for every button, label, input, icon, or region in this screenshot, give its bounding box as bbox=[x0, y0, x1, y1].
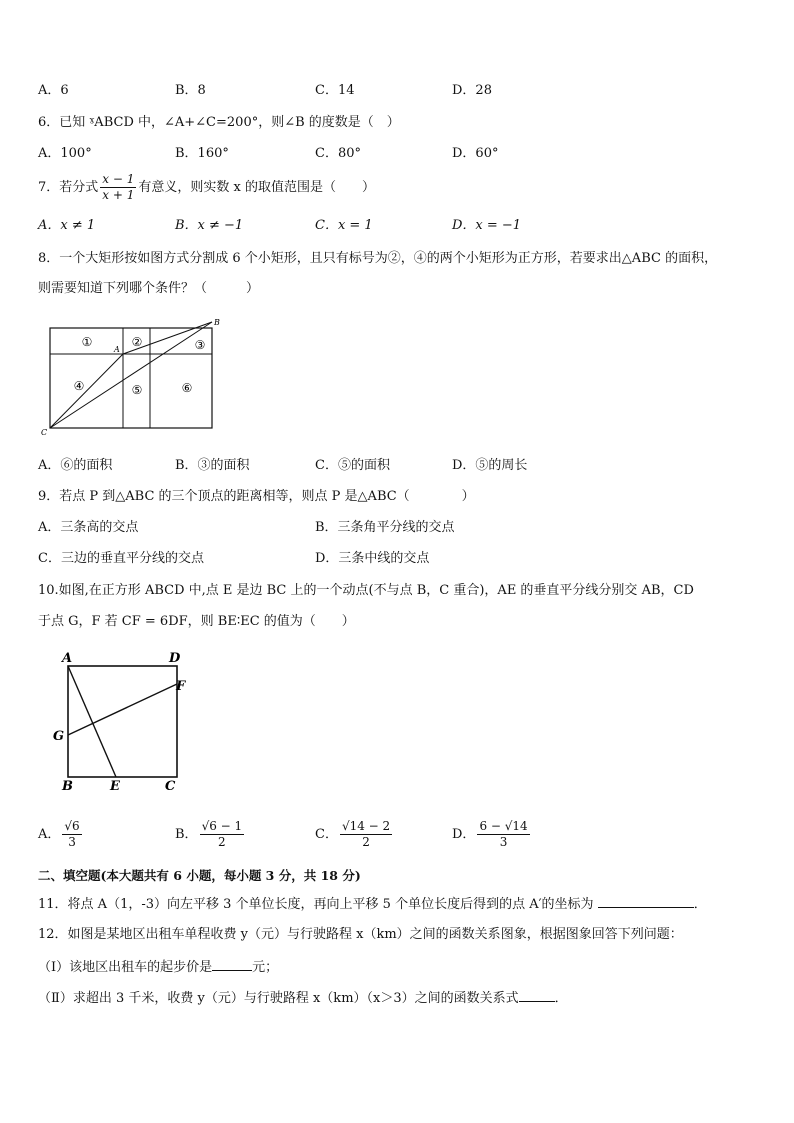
q8-option-a[interactable]: A．⑥的面积 bbox=[38, 458, 113, 473]
q10-label-c: C bbox=[165, 779, 176, 794]
q10-label-e: E bbox=[110, 779, 120, 794]
q8-figure bbox=[36, 314, 226, 440]
q10-label-f: F bbox=[176, 679, 186, 694]
q12-part2-blank[interactable] bbox=[519, 987, 555, 1002]
q10-option-c-fraction bbox=[340, 819, 392, 850]
q11-stem bbox=[38, 893, 764, 913]
q8-label-c: C bbox=[41, 428, 48, 437]
q10-option-d-num: 6 − √14 bbox=[479, 819, 528, 833]
q8-stem-line2: 则需要知道下列哪个条件？（ ） bbox=[38, 281, 260, 296]
q7-option-c[interactable]: C．x = 1 bbox=[315, 218, 373, 233]
q6-stem: 6．已知 ˠABCD 中，∠A+∠C=200°，则∠B 的度数是（ ） bbox=[38, 115, 400, 130]
q10-option-a-den: 3 bbox=[68, 835, 76, 849]
q6-option-b[interactable]: B．160° bbox=[175, 146, 229, 161]
q11-end: ． bbox=[693, 897, 707, 912]
q9-option-b[interactable]: B．三条角平分线的交点 bbox=[315, 520, 455, 535]
q8-stem-line1: 8．一个大矩形按如图方式分割成 6 个小矩形，且只有标号为②，④的两个小矩形为正方形，若要求出△ABC 的面积， bbox=[38, 251, 718, 266]
q5-option-b[interactable]: B．8 bbox=[175, 83, 206, 98]
q12-part1-prefix: （Ⅰ）该地区出租车的起步价是 bbox=[38, 960, 213, 975]
q10-label-b: B bbox=[62, 779, 73, 794]
q6-option-a[interactable]: A．100° bbox=[38, 146, 92, 161]
q10-option-b-den: 2 bbox=[218, 835, 226, 849]
q10-option-c-den: 2 bbox=[362, 835, 370, 849]
q12-part1-blank[interactable] bbox=[212, 956, 252, 971]
q7-option-d[interactable]: D．x = −1 bbox=[452, 218, 522, 233]
q8-region-4: ④ bbox=[73, 379, 85, 393]
q10-option-a[interactable] bbox=[38, 814, 84, 856]
q7-numerator: x − 1 bbox=[102, 172, 135, 186]
q11-answer-blank[interactable] bbox=[598, 893, 694, 908]
q7-denominator: x + 1 bbox=[102, 188, 135, 202]
section-2-heading: 二、填空题(本大题共有 6 小题，每小题 3 分，共 18 分) bbox=[38, 868, 361, 883]
q9-stem: 9．若点 P 到△ABC 的三个顶点的距离相等，则点 P 是△ABC（ ） bbox=[38, 489, 475, 504]
q10-option-b-letter: B． bbox=[175, 827, 198, 842]
q12-part2-suffix: ． bbox=[554, 991, 568, 1006]
q6-option-c[interactable]: C．80° bbox=[315, 146, 361, 161]
q9-option-a[interactable]: A．三条高的交点 bbox=[38, 520, 139, 535]
q9-options-row2 bbox=[38, 549, 764, 569]
q8-region-5: ⑤ bbox=[131, 383, 143, 397]
q10-option-d-den: 3 bbox=[499, 835, 508, 849]
q10-option-b-fraction bbox=[200, 819, 245, 850]
q5-options bbox=[38, 81, 764, 101]
q10-option-a-letter: A． bbox=[38, 827, 61, 842]
q10-figure bbox=[48, 648, 198, 796]
q10-option-b[interactable] bbox=[175, 814, 246, 856]
q10-label-g: G bbox=[53, 729, 65, 744]
q12-part2 bbox=[38, 987, 764, 1007]
q7-option-a[interactable]: A．x ≠ 1 bbox=[38, 218, 96, 233]
q7-fraction bbox=[100, 172, 136, 203]
q10-segment-ae bbox=[68, 666, 116, 777]
q10-stem-line1: 10.如图,在正方形 ABCD 中,点 E 是边 BC 上的一个动点(不与点 B，C 重合)，AE 的垂直平分线分别交 AB，CD bbox=[38, 583, 694, 598]
q10-label-a: A bbox=[62, 651, 73, 666]
q10-option-d-fraction bbox=[477, 819, 529, 850]
q10-option-c[interactable] bbox=[315, 814, 394, 856]
q8-region-3: ③ bbox=[194, 338, 206, 352]
q6-options bbox=[38, 144, 764, 164]
q9-options-row1 bbox=[38, 518, 764, 538]
q8-region-2: ② bbox=[131, 335, 143, 349]
q8-option-c[interactable]: C．⑤的面积 bbox=[315, 458, 390, 473]
q10-option-a-num: √6 bbox=[64, 819, 80, 833]
q7-stem bbox=[38, 170, 375, 206]
q7-option-b[interactable]: B．x ≠ −1 bbox=[175, 218, 244, 233]
q5-option-d[interactable]: D．28 bbox=[452, 83, 492, 98]
q8-region-6: ⑥ bbox=[181, 381, 193, 395]
q8-label-b: B bbox=[214, 318, 220, 327]
q10-segment-gf bbox=[68, 684, 177, 735]
q8-option-d[interactable]: D．⑤的周长 bbox=[452, 458, 528, 473]
q10-stem-line2: 于点 G，F 若 CF = 6DF，则 BE∶EC 的值为（ ） bbox=[38, 614, 355, 629]
q7-prefix: 7．若分式 bbox=[38, 180, 99, 195]
q12-part1-suffix: 元； bbox=[252, 960, 279, 975]
q12-stem: 12．如图是某地区出租车单程收费 y（元）与行驶路程 x（km）之间的函数关系图象，根据图象回答下列问题： bbox=[38, 927, 683, 942]
q12-part2-prefix: （Ⅱ）求超出 3 千米，收费 y（元）与行驶路程 x（km）（x＞3）之间的函数关系式 bbox=[38, 991, 519, 1006]
q10-option-d[interactable] bbox=[452, 814, 532, 856]
q7-options bbox=[38, 216, 764, 236]
q9-option-d[interactable]: D．三条中线的交点 bbox=[315, 551, 430, 566]
q10-option-c-num: √14 − 2 bbox=[341, 819, 391, 833]
q10-option-d-letter: D． bbox=[452, 827, 476, 842]
q11-text: 11．将点 A（1，-3）向左平移 3 个单位长度，再向上平移 5 个单位长度后得到的点 A′的坐标为 bbox=[38, 897, 594, 912]
q10-option-b-num: √6 − 1 bbox=[201, 819, 243, 833]
q10-option-a-fraction bbox=[62, 819, 81, 850]
q6-option-d[interactable]: D．60° bbox=[452, 146, 499, 161]
q12-part1 bbox=[38, 956, 764, 976]
q10-option-c-letter: C． bbox=[315, 827, 338, 842]
q8-options bbox=[38, 456, 764, 476]
q5-option-a[interactable]: A．6 bbox=[38, 83, 69, 98]
q5-option-c[interactable]: C．14 bbox=[315, 83, 355, 98]
q10-options bbox=[38, 814, 758, 856]
q8-option-b[interactable]: B．③的面积 bbox=[175, 458, 250, 473]
q8-region-1: ① bbox=[81, 335, 93, 349]
q7-suffix: 有意义，则实数 x 的取值范围是（ ） bbox=[138, 180, 375, 195]
q8-label-a: A bbox=[114, 345, 120, 354]
q10-label-d: D bbox=[169, 651, 181, 666]
q9-option-c[interactable]: C．三边的垂直平分线的交点 bbox=[38, 551, 204, 566]
q10-square bbox=[68, 666, 177, 777]
q8-segment-ca bbox=[50, 354, 123, 428]
